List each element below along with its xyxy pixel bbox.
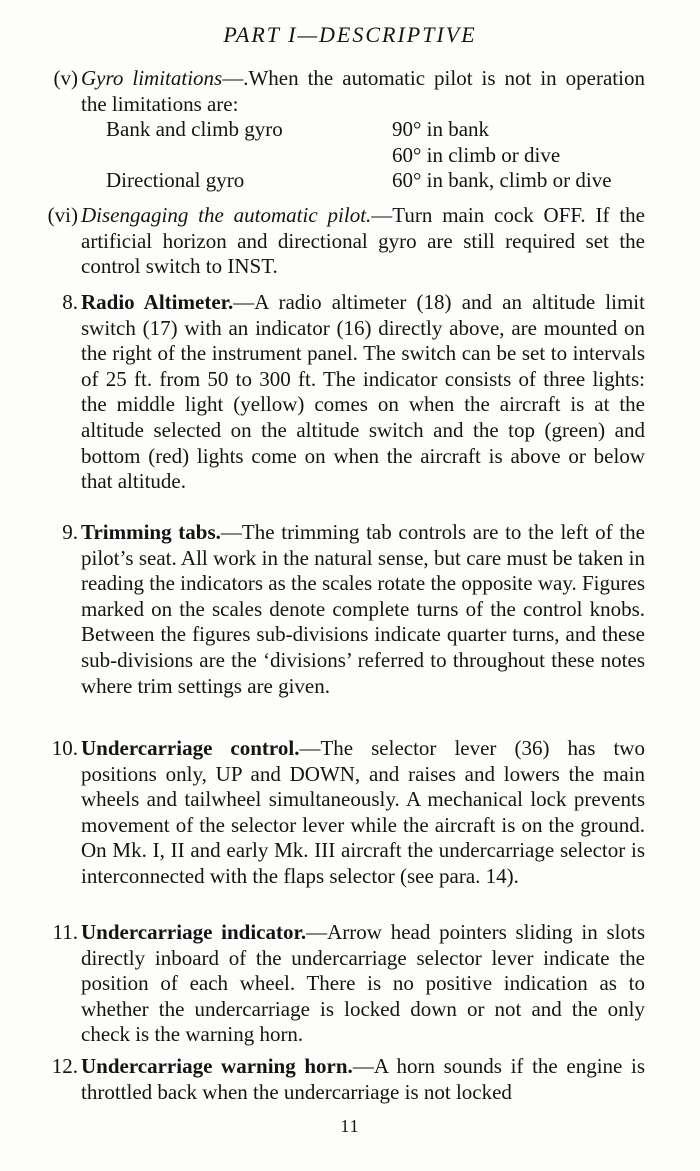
paragraph-title: Radio Altimeter. [81, 290, 234, 314]
paragraph-number: 12. [51, 1054, 78, 1078]
paragraph-title: Undercarriage indicator. [81, 920, 307, 944]
limitation-value: 60° in bank, climb or dive [392, 168, 612, 193]
paragraph-number: 11. [52, 920, 78, 944]
paragraph-gyro-limitations [20, 66, 645, 117]
limitation-value: 90° in bank [392, 117, 490, 141]
limitations-table [106, 117, 646, 194]
limitation-name: Bank and climb gyro [106, 117, 283, 141]
paragraph-undercarriage-warning-horn [20, 1054, 645, 1105]
limitation-row [106, 143, 646, 169]
paragraph-number: 8. [62, 290, 78, 314]
paragraph-text: —.When the automatic pilot is not in operation the limitations are: [81, 66, 645, 116]
paragraph-number: (v) [53, 66, 78, 90]
paragraph-title: Gyro limitations [81, 66, 223, 90]
paragraph-title: Undercarriage warning horn. [81, 1054, 353, 1078]
page-number: 11 [340, 1116, 360, 1136]
limitation-value: 60° in climb or dive [392, 142, 561, 167]
paragraph-text: —A radio altimeter (18) and an altitude limit switch (17) with an indicator (16) directly above, are mounted on the right of the instrument panel. The switch can be set to intervals of 25 ft. from 50 to 300 ft. The indicator consists of three lights: the middle light (yellow) comes on when the aircraft is at the altitude selected on the altitude switch and the top (green) and bottom (red) lights come on when the aircraft is above or below that altitude. [81, 290, 645, 494]
paragraph-radio-altimeter [20, 290, 645, 495]
paragraph-text: —Turn main cock OFF. If the artificial horizon and directional gyro are still required set the control switch to INST. [81, 203, 645, 279]
paragraph-title: Undercarriage control. [81, 736, 300, 760]
paragraph-disengaging [20, 203, 645, 280]
paragraph-trimming-tabs [20, 520, 645, 699]
paragraph-title: Trimming tabs. [81, 520, 221, 544]
paragraph-undercarriage-indicator [20, 920, 645, 1048]
limitation-row [106, 168, 646, 194]
paragraph-undercarriage-control [20, 736, 645, 890]
paragraph-number: (vi) [47, 203, 78, 227]
paragraph-text: —Arrow head pointers sliding in slots directly inboard of the undercarriage selector lever indicate the position of each wheel. There is no positive indication as to whether the undercarriage is locked down or not and the only check is the warning horn. [81, 920, 646, 1047]
paragraph-number: 10. [51, 736, 78, 760]
page-header: PART I—DESCRIPTIVE [223, 22, 477, 47]
paragraph-text: —The trimming tab controls are to the left of the pilot’s seat. All work in the natural sense, but care must be taken in reading the indicators as the scales rotate the opposite way. Figures marked on the scales denote complete turns of the control knobs. Between the figures sub-divisions indicate quarter turns, and these sub-divisions are the ‘divisions’ referred to throughout these notes where trim settings are given. [81, 520, 645, 698]
paragraph-text: —The selector lever (36) has two positions only, UP and DOWN, and raises and lowers the main wheels and tailwheel simultaneously. A mechanical lock prevents movement of the selector lever while the aircraft is on the ground. On Mk. I, II and early Mk. III aircraft the undercarriage selector is interconnected with the flaps selector (see para. 14). [81, 736, 645, 888]
paragraph-number: 9. [62, 520, 78, 544]
limitation-name: Directional gyro [106, 168, 245, 193]
limitation-row [106, 117, 646, 143]
paragraph-text: —A horn sounds if the engine is throttled back when the undercarriage is not locked [81, 1054, 646, 1104]
paragraph-title: Disengaging the automatic pilot. [81, 203, 372, 227]
